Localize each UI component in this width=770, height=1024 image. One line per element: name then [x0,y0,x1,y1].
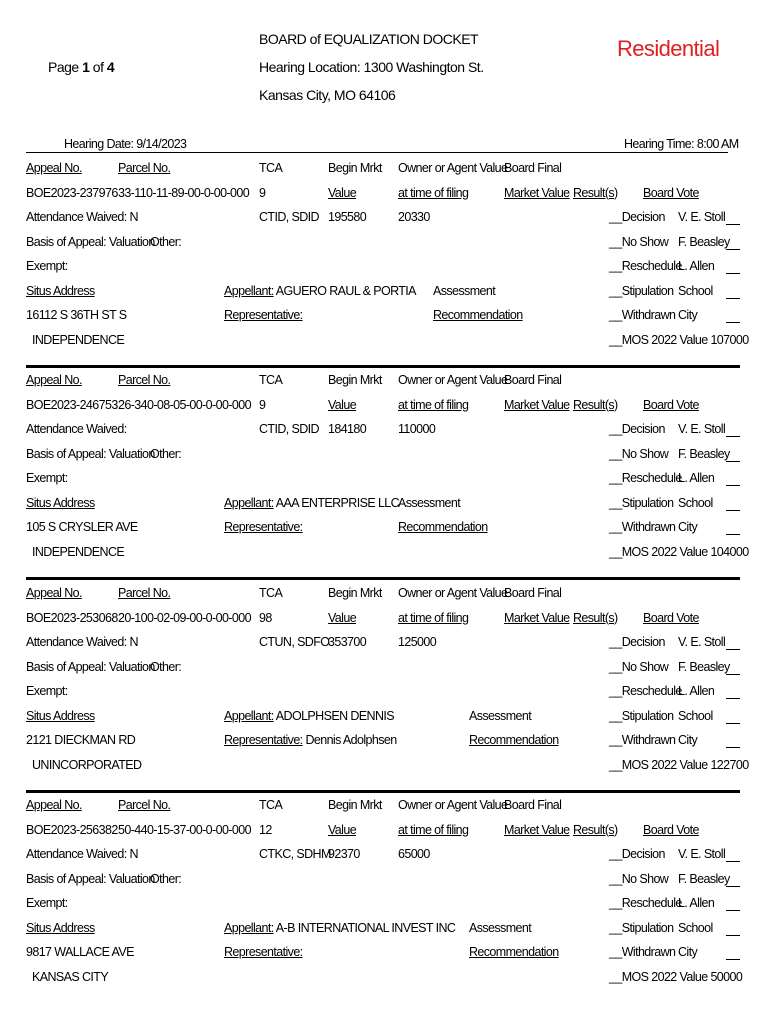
owner-value-label: Owner or Agent Value [398,373,508,387]
exempt-label: Exempt: [26,471,68,485]
tax-districts: CTUN, SDFO [259,635,330,649]
situs-address-label: Situs Address [26,495,95,510]
other-label: Other: [150,871,182,886]
value-label: Value [328,397,357,412]
begin-market-value: 184180 [328,422,367,436]
parcel-no-label: Parcel No. [118,373,171,387]
vote-blank-line[interactable] [726,273,740,274]
owner-value-label: Owner or Agent Value [398,586,508,600]
recommendation-label: Recommendation [398,520,488,534]
result-option-decision: __Decision [609,422,665,436]
vote-blank-line[interactable] [726,861,740,862]
market-value-label: Market Value [504,610,570,625]
situs-city: INDEPENDENCE [32,544,125,559]
board-final-label: Board Final [504,373,562,387]
representative [224,520,303,535]
appeal-number: BOE2023-237976 [26,185,118,200]
at-time-of-filing-label: at time of filing [398,185,469,200]
vote-blank-line[interactable] [726,461,740,462]
result-option-no-show: __No Show [609,659,669,674]
result-option-stipulation: __Stipulation [609,495,674,510]
tca-value: 98 [259,610,272,625]
vote-blank-line[interactable] [726,886,740,887]
market-value-label: Market Value [504,822,570,837]
representative-label: Representative: [224,945,303,959]
board-vote-member: City [678,733,698,747]
begin-mrkt-label: Begin Mrkt [328,586,382,600]
parcel-number: 26-340-08-05-00-0-00-000 [118,397,251,412]
vote-blank-line[interactable] [726,935,740,936]
entry-separator [26,577,740,580]
owner-agent-value: 20330 [398,210,430,224]
page-number: 1 [82,59,90,75]
vote-blank-line[interactable] [726,534,740,535]
mos-value: __MOS 2022 Value 122700 [609,757,749,772]
board-vote-label: Board Vote [643,185,699,200]
board-final-label: Board Final [504,161,562,175]
value-label: Value [328,610,357,625]
tca-value: 9 [259,397,266,412]
tca-value: 12 [259,822,272,837]
assessment-label: Assessment [469,708,532,723]
begin-market-value: 195580 [328,210,367,224]
other-label: Other: [150,446,182,461]
value-label: Value [328,822,357,837]
vote-blank-line[interactable] [726,747,740,748]
vote-blank-line[interactable] [726,224,740,225]
basis-of-appeal: Basis of Appeal: Valuation [26,446,155,461]
begin-market-value: 353700 [328,635,367,649]
situs-street: 9817 WALLACE AVE [26,945,134,959]
vote-blank-line[interactable] [726,436,740,437]
results-label: Result(s) [573,397,618,412]
header-rule [26,152,728,153]
mos-value: __MOS 2022 Value 50000 [609,969,743,984]
board-vote-label: Board Vote [643,610,699,625]
result-option-no-show: __No Show [609,234,669,249]
mos-value: __MOS 2022 Value 104000 [609,544,749,559]
entry-separator [26,365,740,368]
result-option-decision: __Decision [609,210,665,224]
result-option-decision: __Decision [609,847,665,861]
representative [224,733,397,748]
situs-street: 105 S CRYSLER AVE [26,520,138,534]
tca-value: 9 [259,185,266,200]
result-option-reschedule: __Reschedule [609,259,682,273]
begin-mrkt-label: Begin Mrkt [328,373,382,387]
appellant-label: Appellant: [224,708,274,723]
result-option-withdrawn: __Withdrawn [609,520,676,534]
result-option-stipulation: __Stipulation [609,708,674,723]
at-time-of-filing-label: at time of filing [398,822,469,837]
at-time-of-filing-label: at time of filing [398,610,469,625]
board-vote-member: City [678,945,698,959]
result-option-no-show: __No Show [609,871,669,886]
board-final-label: Board Final [504,798,562,812]
appeal-no-label: Appeal No. [26,586,82,600]
appellant [224,284,416,299]
value-label: Value [328,185,357,200]
result-option-withdrawn: __Withdrawn [609,945,676,959]
appeal-number: BOE2023-256382 [26,822,118,837]
board-vote-member: F. Beasley [678,659,730,674]
vote-blank-line[interactable] [726,910,740,911]
result-option-stipulation: __Stipulation [609,283,674,298]
representative [224,945,303,960]
parcel-no-label: Parcel No. [118,586,171,600]
appellant-name: A-B INTERNATIONAL INVEST INC [275,920,456,935]
appellant-label: Appellant: [224,920,274,935]
page-label: Page [48,59,79,75]
basis-of-appeal: Basis of Appeal: Valuation [26,659,155,674]
owner-agent-value: 125000 [398,635,437,649]
board-vote-label: Board Vote [643,397,699,412]
appellant-name: AAA ENTERPRISE LLC [275,495,400,510]
owner-agent-value: 110000 [398,422,436,436]
vote-blank-line[interactable] [726,959,740,960]
representative-label: Representative: [224,733,303,747]
parcel-no-label: Parcel No. [118,161,171,175]
board-vote-member: F. Beasley [678,234,730,249]
result-option-stipulation: __Stipulation [609,920,674,935]
at-time-of-filing-label: at time of filing [398,397,469,412]
appellant-label: Appellant: [224,495,274,510]
recommendation-label: Recommendation [433,308,523,322]
result-option-reschedule: __Reschedule [609,684,682,698]
market-value-label: Market Value [504,397,570,412]
other-label: Other: [150,659,182,674]
begin-mrkt-label: Begin Mrkt [328,798,382,812]
results-label: Result(s) [573,185,618,200]
situs-city: KANSAS CITY [32,969,109,984]
situs-address-label: Situs Address [26,920,95,935]
board-vote-member: School [678,708,713,723]
owner-agent-value: 65000 [398,847,430,861]
docket-title: BOARD of EQUALIZATION DOCKET [259,31,479,47]
page-indicator [48,60,114,75]
market-value-label: Market Value [504,185,570,200]
exempt-label: Exempt: [26,259,68,273]
appellant-name: AGUERO RAUL & PORTIA [275,283,416,298]
assessment-label: Assessment [469,920,532,935]
board-vote-member: F. Beasley [678,446,730,461]
tca-label: TCA [259,798,283,812]
appellant-label: Appellant: [224,283,274,298]
basis-of-appeal: Basis of Appeal: Valuation [26,871,155,886]
begin-mrkt-label: Begin Mrkt [328,161,382,175]
situs-address-label: Situs Address [26,708,95,723]
parcel-number: 33-110-11-89-00-0-00-000 [118,185,250,200]
board-vote-member: F. Beasley [678,871,730,886]
board-vote-member: L. Allen [678,259,715,273]
result-option-decision: __Decision [609,635,665,649]
owner-value-label: Owner or Agent Value [398,161,508,175]
board-vote-member: School [678,495,713,510]
attendance-waived: Attendance Waived: N [26,635,138,649]
board-vote-member: L. Allen [678,471,715,485]
tca-label: TCA [259,373,283,387]
board-vote-member: V. E. Stoll [678,422,726,436]
category-title: Residential [617,36,720,61]
recommendation-label: Recommendation [469,945,559,959]
appeal-no-label: Appeal No. [26,373,82,387]
other-label: Other: [150,234,182,249]
owner-value-label: Owner or Agent Value [398,798,508,812]
situs-address-label: Situs Address [26,283,95,298]
vote-blank-line[interactable] [726,674,740,675]
recommendation-label: Recommendation [469,733,559,747]
exempt-label: Exempt: [26,896,68,910]
parcel-number: 20-100-02-09-00-0-00-000 [118,610,251,625]
begin-market-value: 92370 [328,847,360,861]
vote-blank-line[interactable] [726,649,740,650]
result-option-withdrawn: __Withdrawn [609,733,676,747]
vote-blank-line[interactable] [726,510,740,511]
vote-blank-line[interactable] [726,298,740,299]
vote-blank-line[interactable] [726,698,740,699]
appellant-name: ADOLPHSEN DENNIS [275,708,395,723]
vote-blank-line[interactable] [726,322,740,323]
board-final-label: Board Final [504,586,562,600]
appellant [224,709,394,724]
tax-districts: CTID, SDID [259,210,319,224]
appeal-no-label: Appeal No. [26,161,82,175]
attendance-waived: Attendance Waived: N [26,210,138,224]
appeal-number: BOE2023-246753 [26,397,118,412]
tax-districts: CTKC, SDHM [259,847,331,861]
situs-street: 2121 DIECKMAN RD [26,733,136,747]
board-vote-member: School [678,283,713,298]
board-vote-member: City [678,520,698,534]
result-option-no-show: __No Show [609,446,669,461]
result-option-reschedule: __Reschedule [609,471,682,485]
representative-label: Representative: [224,520,303,534]
board-vote-member: School [678,920,713,935]
basis-of-appeal: Basis of Appeal: Valuation [26,234,155,249]
mos-value: __MOS 2022 Value 107000 [609,332,749,347]
entry-separator [26,790,740,793]
situs-street: 16112 S 36TH ST S [26,308,127,322]
hearing-location: Hearing Location: 1300 Washington St. [259,59,484,75]
result-option-withdrawn: __Withdrawn [609,308,676,322]
parcel-number: 50-440-15-37-00-0-00-000 [118,822,251,837]
situs-city: INDEPENDENCE [32,332,125,347]
board-vote-member: L. Allen [678,896,715,910]
result-option-reschedule: __Reschedule [609,896,682,910]
parcel-no-label: Parcel No. [118,798,171,812]
appeal-number: BOE2023-253068 [26,610,118,625]
page-total: 4 [106,59,115,75]
hearing-time: Hearing Time: 8:00 AM [624,137,739,151]
board-vote-member: V. E. Stoll [678,210,726,224]
attendance-waived: Attendance Waived: [26,422,127,436]
representative [224,308,303,323]
page-of: of [92,59,104,75]
appeal-no-label: Appeal No. [26,798,82,812]
tca-label: TCA [259,586,283,600]
vote-blank-line[interactable] [726,249,740,250]
representative-label: Representative: [224,308,303,322]
attendance-waived: Attendance Waived: N [26,847,138,861]
board-vote-member: V. E. Stoll [678,847,726,861]
hearing-city: Kansas City, MO 64106 [259,87,396,103]
appellant [224,921,455,936]
assessment-label: Assessment [433,283,496,298]
situs-city: UNINCORPORATED [32,757,142,772]
board-vote-member: City [678,308,698,322]
results-label: Result(s) [573,610,618,625]
vote-blank-line[interactable] [726,723,740,724]
appellant [224,496,399,511]
tca-label: TCA [259,161,283,175]
hearing-date: Hearing Date: 9/14/2023 [64,137,187,151]
results-label: Result(s) [573,822,618,837]
vote-blank-line[interactable] [726,485,740,486]
exempt-label: Exempt: [26,684,68,698]
tax-districts: CTID, SDID [259,422,319,436]
board-vote-member: V. E. Stoll [678,635,726,649]
board-vote-member: L. Allen [678,684,715,698]
assessment-label: Assessment [398,495,461,510]
representative-name: Dennis Adolphsen [305,733,397,747]
board-vote-label: Board Vote [643,822,699,837]
